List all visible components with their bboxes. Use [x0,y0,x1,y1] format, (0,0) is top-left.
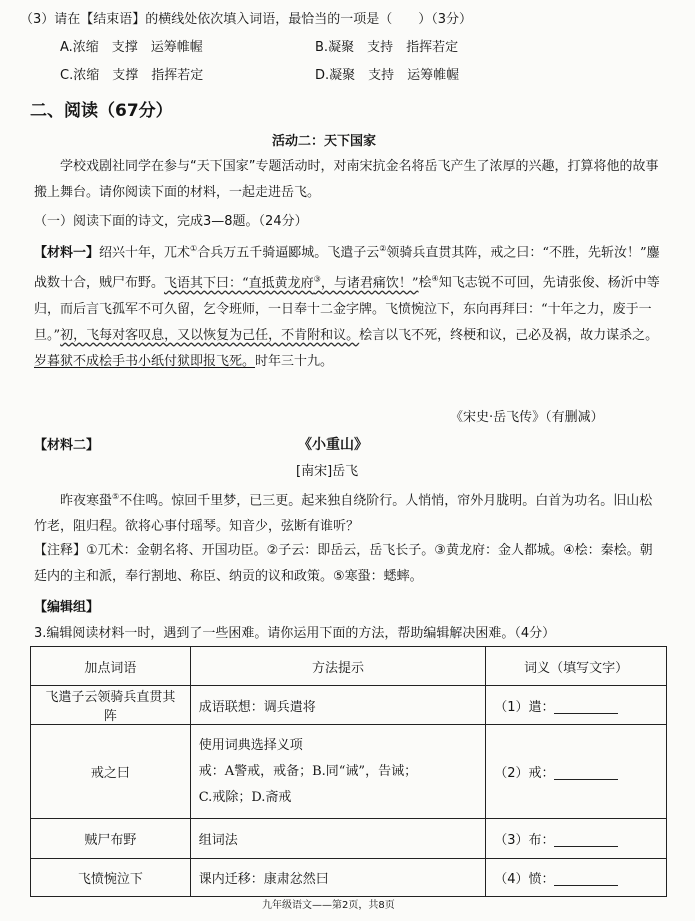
method-cell [190,819,486,859]
answer-cell [486,859,667,897]
activity-title: 活动二：天下国家 [272,134,377,149]
table-row [31,859,667,897]
editor-group-label: 【编辑组】 [34,600,100,615]
underlined-sentence: 初，飞每对客叹息，又以恢复为己任，不肯附和议。 [60,327,360,343]
section-title: 二、阅读（67分） [30,101,173,121]
answer-blank[interactable] [554,873,618,886]
option-a [60,36,203,55]
poem-seg: 不住鸣。惊回千里梦，已三更。起来独自绕阶行。人悄悄，帘外月胧明。白首为功名。旧山松竹老，阻归程。欲将心事付瑶琴。知音少，弦断有谁听？ [34,493,653,535]
option-letter: D. [315,68,330,83]
material1-seg: 合兵万五千骑逼郾城。飞遣子云 [197,245,380,261]
page-footer: 九年级语文——第2页，共8页 [262,900,395,911]
option-d [315,64,459,83]
answer-blank[interactable] [554,767,618,780]
material1-label: 【材料一】 [34,245,100,261]
answer-label: （3）布： [494,833,555,848]
option-letter: A. [60,40,73,55]
answer-cell [486,686,667,725]
answer-label: （4）愤： [494,872,555,887]
option-letter: B. [315,40,329,55]
material1-seg: 桧言以飞不死，终梗和议，己必及祸，故力谋杀之。 [359,327,659,343]
question-3: 3.编辑阅读材料一时，遇到了一些困难。请你运用下面的方法，帮助编辑解决困难。（4分） [34,626,556,641]
method-cell [190,686,486,725]
phrase-cell: 贼尸布野 [31,819,191,859]
table-row [31,725,667,819]
method-hint: 使用词典选择义项 [198,737,303,753]
table-row [31,686,667,725]
option-text: 凝聚 支持 指挥若定 [328,40,459,55]
answer-label: （1）遣： [494,699,555,715]
dictionary-entry: C.戒除；D.斋戒 [198,789,292,805]
answer-blank[interactable] [554,701,618,714]
material1-seg: 知飞志锐不可回，先请张俊、杨沂中等归，而后言飞孤军不可久留，乞令班师，一日奉十二金字牌。飞愤惋泣下，东向再拜曰：“十年之力，废于一旦。” [34,275,660,343]
material1-text [34,236,664,375]
phrase-cell: 飞愤惋泣下 [31,859,191,897]
material2-label: 【材料二】 [34,438,100,453]
material1-seg: 时年三十九。 [255,353,334,369]
dictionary-entry: 戒：A警戒，戒备；B.同“诫”，告诫； [198,763,418,779]
method-cell [190,725,486,819]
table-header-row [31,647,667,686]
answer-label: （2）戒： [494,766,555,781]
material1-seg: 绍兴十年，兀术 [99,245,191,261]
note-mark: ③ [313,274,321,284]
answer-cell [486,819,667,859]
phrase-cell: 戒之曰 [31,725,191,819]
table-header: 词义（填写文字） [486,647,667,686]
intro-paragraph: 学校戏剧社同学在参与“天下国家”专题活动时，对南宋抗金名将岳飞产生了浓厚的兴趣，打算将他的故事搬上舞台。请你阅读下面的材料，一起走进岳飞。 [34,159,659,200]
material1-seg: 桧 [418,275,432,291]
method-hint: 课内迁移：康肃忿然曰 [198,872,329,887]
notes: 【注释】①兀术：金朝名将、开国功臣。②子云：即岳云，岳飞长子。③黄龙府：金人都城。④桧：秦桧。朝廷内的主和派，奉行割地、称臣、纳贡的议和政策。⑤寒蛩：蟋蟀。 [34,543,653,584]
answer-blank[interactable] [554,834,618,847]
note-mark: ⑤ [112,492,120,501]
punctuation-sentence: 岁暮狱不成桧手书小纸付狱即报飞死。 [34,353,256,369]
q3-stem: （3）请在【结束语】的横线处依次填入词语，最恰当的一项是（ ）（3分） [20,12,473,27]
option-text: 浓缩 支撑 指挥若定 [73,68,204,83]
table-header: 加点词语 [31,647,191,686]
sub-instruction: （一）阅读下面的诗文，完成3—8题。（24分） [34,214,308,229]
option-b [315,36,458,55]
note-mark: ① [190,244,198,253]
underlined-sentence: ，与诸君痛饮！” [320,275,419,291]
poem-title: 《小重山》 [298,437,368,453]
method-cell [190,859,486,897]
poem-author: [南宋]岳飞 [296,464,359,479]
table-row [31,819,667,859]
method-hint: 成语联想：调兵遣将 [198,699,316,715]
underlined-sentence: 飞语其下曰：“直抵黄龙府 [164,275,314,291]
vocab-table [30,646,667,897]
note-mark: ② [379,244,387,253]
poem-text [34,484,664,540]
option-text: 凝聚 支持 运筹帷幄 [329,68,460,83]
table-header: 方法提示 [190,647,486,686]
phrase-cell: 飞遣子云领骑兵直贯其阵 [31,686,191,725]
option-c [60,64,203,83]
option-letter: C. [60,68,74,83]
option-text: 浓缩 支撑 运筹帷幄 [72,40,203,55]
note-mark: ④ [431,274,439,284]
material1-source: 《宋史·岳飞传》（有删减） [450,410,604,425]
poem-seg: 昨夜寒蛩 [60,493,113,509]
method-hint: 组词法 [198,833,238,848]
answer-cell [486,725,667,819]
material1-seg: 领骑兵直贯其阵，戒之曰：“不胜，先斩汝！”鏖战数十合，贼尸布野。 [34,245,660,291]
